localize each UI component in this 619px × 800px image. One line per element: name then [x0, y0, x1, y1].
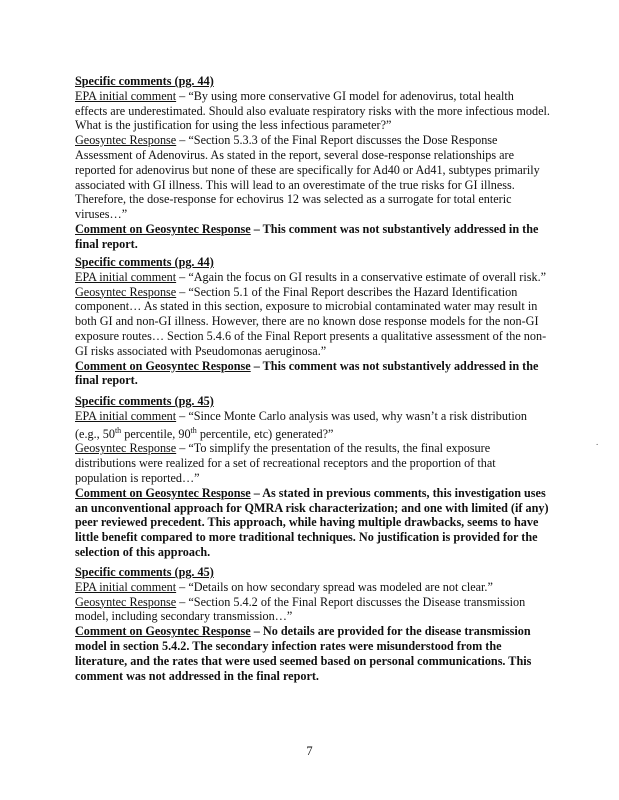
comment-section-2 [75, 255, 550, 388]
epa-comment-label: EPA initial comment [75, 269, 177, 284]
response-line: Assessment of Adenovirus. As stated in the report, several dose-response relationships are [75, 147, 514, 162]
response-line: viruses…” [75, 207, 128, 222]
section-heading: Specific comments (pg. 44) [75, 74, 214, 88]
comment-section-4 [75, 565, 550, 683]
epa-comment-line: (e.g., 50th percentile, 90th percentile, etc) generated?” [75, 425, 334, 441]
comment-line: final report. [75, 373, 138, 388]
response-label: Geosyntec Response [75, 133, 177, 148]
page-number: 7 [306, 744, 313, 758]
section-heading: Specific comments (pg. 45) [75, 394, 214, 408]
epa-comment-line: EPA initial comment – “Details on how secondary spread was modeled are not clear.” [75, 579, 493, 594]
response-line: population is reported…” [75, 471, 200, 486]
comment-label: Comment on Geosyntec Response [75, 485, 251, 500]
response-line: reported for adenovirus but none of these are specifically for Ad40 or Ad41, subtypes primarily [75, 162, 540, 177]
response-line: exposure routes… Section 5.4.6 of the Final Report presents a qualitative assessment of the non- [75, 328, 547, 343]
epa-comment-line: EPA initial comment – “Again the focus on GI results in a conservative estimate of overall risk.” [75, 269, 547, 284]
comment-line: Comment on Geosyntec Response – This comment was not substantively addressed in the [75, 221, 539, 236]
response-line: Geosyntec Response – “Section 5.1 of the Final Report describes the Hazard Identification [75, 284, 518, 299]
response-line: Geosyntec Response – “To simplify the presentation of the results, the final exposure [75, 441, 491, 456]
response-line: model, including secondary transmission…” [75, 609, 293, 624]
response-line: Geosyntec Response – “Section 5.3.3 of the Final Report discusses the Dose Response [75, 133, 498, 148]
response-line: distributions were realized for a set of recreational receptors and the proportion of that [75, 456, 496, 471]
epa-comment-line: effects are underestimated. Should also evaluate respiratory risks with the more infectious model. [75, 103, 550, 118]
comment-line: model in section 5.4.2. The secondary infection rates were misunderstood from the [75, 638, 502, 653]
comment-label: Comment on Geosyntec Response [75, 624, 251, 639]
response-label: Geosyntec Response [75, 284, 177, 299]
comment-line: literature, and the rates that were used seemed based on personal communications. This [75, 653, 532, 668]
epa-comment-label: EPA initial comment [75, 408, 177, 423]
epa-comment-line: EPA initial comment – “By using more conservative GI model for adenovirus, total health [75, 88, 514, 103]
comment-line: selection of this approach. [75, 545, 211, 560]
comment-line: an unconventional approach for QMRA risk characterization; and one with limited (if any) [75, 500, 549, 515]
comment-line: Comment on Geosyntec Response – As stated in previous comments, this investigation uses [75, 485, 546, 500]
epa-comment-label: EPA initial comment [75, 88, 177, 103]
comment-line: peer reviewed precedent. This approach, while having multiple drawbacks, seems to have [75, 515, 539, 530]
comment-line: final report. [75, 236, 138, 251]
response-line: Therefore, the dose-response for echovirus 12 was selected as a surrogate for total enteric [75, 192, 512, 207]
response-line: both GI and non-GI illness. However, there are no known dose response models for the non-GI [75, 314, 539, 329]
comment-line: Comment on Geosyntec Response – No details are provided for the disease transmission [75, 624, 531, 639]
response-line: associated with GI illness. This will lead to an overestimate of the true risks for GI illness. [75, 177, 515, 192]
epa-comment-label: EPA initial comment [75, 579, 177, 594]
response-label: Geosyntec Response [75, 441, 177, 456]
margin-mark: . [596, 437, 599, 447]
section-heading: Specific comments (pg. 45) [75, 565, 214, 579]
response-line: GI risks associated with Pseudomonas aeruginosa.” [75, 343, 327, 358]
epa-comment-line: EPA initial comment – “Since Monte Carlo analysis was used, why wasn’t a risk distribution [75, 408, 527, 423]
response-label: Geosyntec Response [75, 594, 177, 609]
section-heading: Specific comments (pg. 44) [75, 255, 214, 269]
epa-comment-line: What is the justification for using the less infectious parameter?” [75, 118, 392, 133]
comment-label: Comment on Geosyntec Response [75, 221, 251, 236]
comment-section-1 [75, 74, 550, 252]
response-line: component… As stated in this section, exposure to microbial contaminated water may result in [75, 299, 538, 314]
comment-section-3 [75, 394, 550, 560]
comment-line: Comment on Geosyntec Response – This comment was not substantively addressed in the [75, 358, 539, 373]
comment-line: little benefit compared to more traditional techniques. No justification is provided for the [75, 530, 538, 545]
comment-line: comment was not addressed in the final report. [75, 668, 319, 683]
response-line: Geosyntec Response – “Section 5.4.2 of the Final Report discusses the Disease transmission [75, 594, 526, 609]
comment-label: Comment on Geosyntec Response [75, 358, 251, 373]
